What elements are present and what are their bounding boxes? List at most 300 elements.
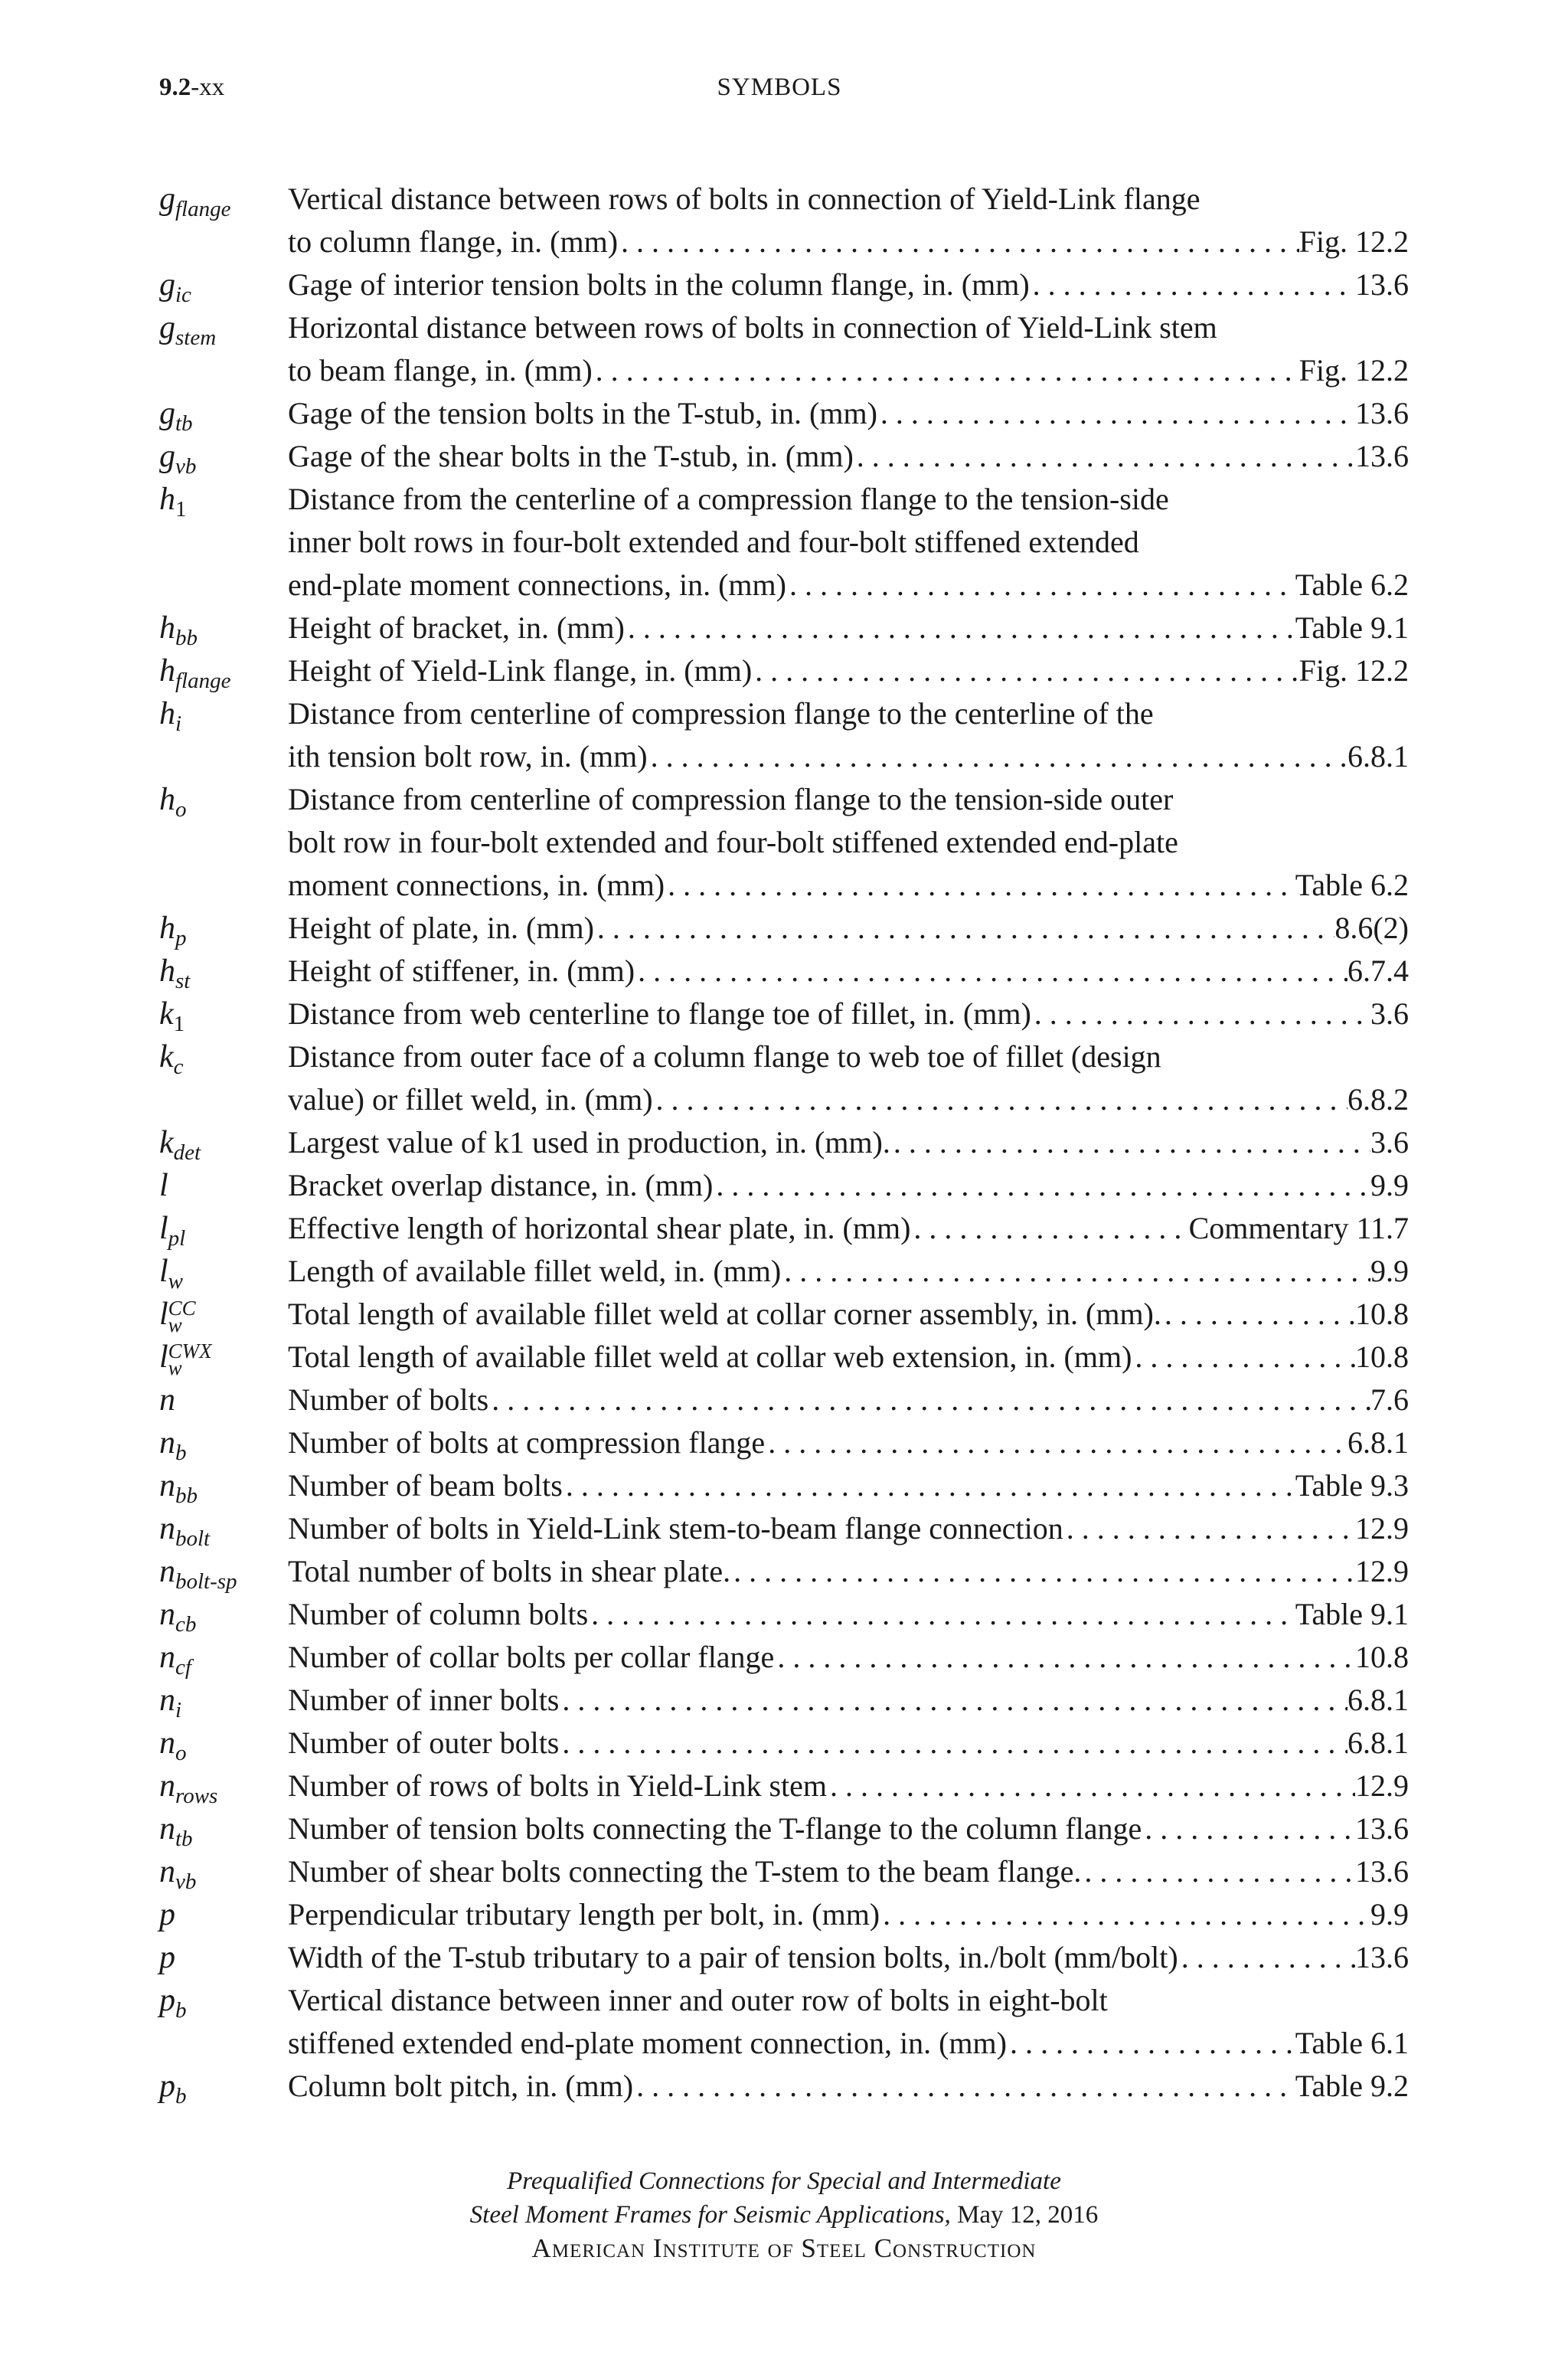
- symbol-description: [288, 907, 1409, 950]
- symbol-entry: [159, 1593, 1409, 1636]
- description-line: bolt row in four-bolt extended and four-bolt stiffened extended end-plate: [288, 825, 1178, 859]
- symbol-entry: [159, 1164, 1409, 1207]
- section-reference: 10.8: [1355, 1640, 1409, 1674]
- symbol-list: [159, 178, 1409, 2108]
- symbol: [159, 1379, 288, 1421]
- description-text: Width of the T-stub tributary to a pair of tension bolts, in./bolt (mm/bolt): [288, 1940, 1178, 1974]
- dot-leader: [827, 1765, 1355, 1807]
- section-reference: 6.8.2: [1348, 1082, 1409, 1117]
- symbol-entry: [159, 178, 1409, 263]
- symbol-subscript: b: [175, 1998, 187, 2023]
- description-last-line: [288, 1636, 1409, 1679]
- description-last-line: [288, 649, 1409, 692]
- section-reference: Commentary 11.7: [1188, 1211, 1409, 1245]
- description-last-line: [288, 993, 1409, 1035]
- section-reference: Fig. 12.2: [1298, 653, 1409, 688]
- description-last-line: [288, 1250, 1409, 1293]
- description-last-line: [288, 607, 1409, 649]
- symbol-subscript: bolt-sp: [175, 1569, 237, 1594]
- symbol-base: h: [159, 482, 175, 517]
- dot-leader: [910, 1207, 1188, 1250]
- description-text: Number of outer bolts: [288, 1726, 560, 1760]
- description-line: Distance from outer face of a column flange to web toe of fillet (design: [288, 1039, 1161, 1074]
- symbol: [159, 907, 288, 950]
- dot-leader: [559, 1722, 1348, 1765]
- symbol-subscript: cf: [175, 1655, 191, 1680]
- symbol: [159, 1336, 288, 1379]
- description-text: Height of plate, in. (mm): [288, 911, 594, 945]
- symbol-subscript: c: [173, 1055, 184, 1079]
- symbol: [159, 1207, 288, 1250]
- description-last-line: [288, 1464, 1409, 1507]
- symbol-entry: [159, 263, 1409, 306]
- dot-leader: [1161, 1293, 1355, 1336]
- symbol-superscript: CC: [168, 1297, 196, 1320]
- section-reference: 13.6: [1355, 1811, 1409, 1846]
- symbol-subscript: tb: [175, 1827, 193, 1851]
- symbol-entry: [159, 1807, 1409, 1850]
- description-text: Largest value of k1 used in production, in. (mm).: [288, 1125, 890, 1160]
- description-text: Total number of bolts in shear plate.: [288, 1554, 731, 1588]
- symbol: [159, 1464, 288, 1507]
- symbol-description: [288, 1850, 1409, 1893]
- symbol-base: g: [159, 310, 175, 345]
- dot-leader: [880, 1893, 1370, 1936]
- description-last-line: [288, 1850, 1409, 1893]
- section-reference: 13.6: [1355, 267, 1409, 302]
- symbol-superscript: CWX: [168, 1340, 212, 1362]
- symbol: [159, 1850, 288, 1893]
- description-text: Number of beam bolts: [288, 1468, 563, 1503]
- symbol-subscript: ic: [175, 283, 191, 307]
- symbol: [159, 950, 288, 993]
- symbol-entry: [159, 435, 1409, 478]
- section-reference: 9.9: [1370, 1168, 1409, 1202]
- symbol: [159, 263, 288, 306]
- symbol-description: [288, 263, 1409, 306]
- symbol: [159, 1893, 288, 1936]
- dot-leader: [618, 221, 1299, 263]
- dot-leader: [635, 950, 1348, 993]
- symbol-entry: [159, 993, 1409, 1035]
- symbol-base: k: [159, 996, 174, 1032]
- description-text: to column flange, in. (mm): [288, 224, 619, 259]
- description-text: Height of stiffener, in. (mm): [288, 954, 635, 988]
- symbol-base: n: [159, 1382, 175, 1418]
- symbol: [159, 1722, 288, 1765]
- description-last-line: [288, 1807, 1409, 1850]
- symbol: [159, 1164, 288, 1207]
- symbol-subscript: p: [175, 926, 187, 950]
- symbol: [159, 1593, 288, 1636]
- symbol-description: [288, 1936, 1409, 1979]
- footer-date: May 12, 2016: [950, 2201, 1099, 2229]
- symbol-description: [288, 1421, 1409, 1464]
- symbol-base: l: [159, 1211, 168, 1246]
- description-text: Perpendicular tributary length per bolt, in. (mm): [288, 1897, 880, 1932]
- dot-leader: [1142, 1807, 1355, 1850]
- description-text: Number of collar bolts per collar flange: [288, 1640, 775, 1674]
- page-number-suffix: -xx: [191, 74, 225, 101]
- dot-leader: [890, 1121, 1370, 1164]
- dot-leader: [1031, 993, 1370, 1035]
- symbol: [159, 692, 288, 778]
- symbol-subscript: cb: [175, 1612, 197, 1637]
- symbol: [159, 778, 288, 907]
- description-text: Number of tension bolts connecting the T-flange to the column flange: [288, 1811, 1142, 1846]
- dot-leader: [765, 1421, 1348, 1464]
- symbol-description: [288, 1722, 1409, 1765]
- description-text: value) or fillet weld, in. (mm): [288, 1082, 653, 1117]
- symbol: [159, 649, 288, 692]
- description-text: Total length of available fillet weld at collar web extension, in. (mm): [288, 1340, 1132, 1374]
- description-last-line: [288, 564, 1409, 607]
- symbol-subscript: w: [168, 1269, 184, 1294]
- description-last-line: [288, 907, 1409, 950]
- description-text: moment connections, in. (mm): [288, 868, 665, 902]
- dot-leader: [588, 1593, 1295, 1636]
- description-text: Height of Yield-Link flange, in. (mm): [288, 653, 753, 688]
- description-line: Distance from centerline of compression flange to the centerline of the: [288, 696, 1154, 731]
- section-reference: Table 9.2: [1295, 2069, 1409, 2103]
- section-reference: 6.8.1: [1348, 739, 1409, 774]
- symbol-base: n: [159, 1511, 175, 1546]
- description-last-line: [288, 435, 1409, 478]
- symbol-subscript: vb: [175, 1869, 197, 1894]
- symbol-base: h: [159, 782, 175, 817]
- description-text: to beam flange, in. (mm): [288, 353, 593, 388]
- symbol: [159, 1250, 288, 1293]
- symbol-entry: [159, 778, 1409, 907]
- symbol-description: [288, 2065, 1409, 2108]
- symbol-entry: [159, 1936, 1409, 1979]
- symbol-subscript: tb: [175, 411, 193, 436]
- symbol-description: [288, 1550, 1409, 1593]
- description-last-line: [288, 1336, 1409, 1379]
- symbol-base: g: [159, 396, 175, 431]
- section-reference: 9.9: [1370, 1254, 1409, 1288]
- symbol: [159, 1293, 288, 1336]
- symbol-base: l: [159, 1254, 168, 1289]
- section-reference: Table 6.1: [1295, 2026, 1409, 2060]
- symbol-entry: [159, 950, 1409, 993]
- symbol-base: l: [159, 1168, 168, 1203]
- description-last-line: [288, 1893, 1409, 1936]
- description-last-line: [288, 1722, 1409, 1765]
- symbol-entry: [159, 1464, 1409, 1507]
- description-line: Horizontal distance between rows of bolts in connection of Yield-Link stem: [288, 310, 1217, 345]
- description-last-line: [288, 1379, 1409, 1421]
- symbol-subscript: o: [175, 1741, 187, 1765]
- footer-title-line1: Prequalified Connections for Special and Intermediate: [507, 2167, 1061, 2195]
- symbol-entry: [159, 1679, 1409, 1722]
- description-text: Effective length of horizontal shear plate, in. (mm): [288, 1211, 911, 1245]
- description-last-line: [288, 1593, 1409, 1636]
- symbol-subscript: o: [175, 797, 187, 822]
- section-reference: 3.6: [1370, 1125, 1409, 1160]
- section-reference: 12.9: [1355, 1511, 1409, 1546]
- symbol-description: [288, 1121, 1409, 1164]
- symbol: [159, 478, 288, 607]
- description-last-line: [288, 864, 1409, 907]
- dot-leader: [665, 864, 1295, 907]
- symbol-subscript: w: [168, 1313, 182, 1336]
- symbol-entry: [159, 2065, 1409, 2108]
- description-text: Number of bolts at compression flange: [288, 1425, 766, 1460]
- section-reference: 6.8.1: [1348, 1726, 1409, 1760]
- section-reference: 12.9: [1355, 1768, 1409, 1803]
- symbol-entry: [159, 1336, 1409, 1379]
- section-reference: 3.6: [1370, 996, 1409, 1031]
- symbol-base: h: [159, 696, 175, 731]
- symbol-subscript: w: [168, 1356, 182, 1379]
- symbol-description: [288, 1765, 1409, 1807]
- section-reference: 13.6: [1355, 439, 1409, 473]
- symbol: [159, 1636, 288, 1679]
- description-text: Gage of the shear bolts in the T-stub, in. (mm): [288, 439, 854, 473]
- symbol-base: l: [159, 1340, 168, 1375]
- symbol-entry: [159, 1893, 1409, 1936]
- dot-leader: [648, 735, 1348, 778]
- dot-leader: [1081, 1850, 1355, 1893]
- symbol-description: [288, 649, 1409, 692]
- symbol-description: [288, 950, 1409, 993]
- description-last-line: [288, 1293, 1409, 1336]
- symbol-entry: [159, 1765, 1409, 1807]
- section-reference: Table 9.3: [1295, 1468, 1409, 1503]
- symbol: [159, 1507, 288, 1550]
- symbol-description: [288, 1679, 1409, 1722]
- symbol-description: [288, 1293, 1409, 1336]
- description-last-line: [288, 263, 1409, 306]
- symbol-description: [288, 178, 1409, 263]
- symbol-base: n: [159, 1683, 175, 1718]
- dot-leader: [730, 1550, 1355, 1593]
- symbol-subscript: vb: [175, 454, 197, 479]
- description-text: Number of shear bolts connecting the T-stem to the beam flange.: [288, 1854, 1082, 1889]
- symbol: [159, 607, 288, 649]
- description-last-line: [288, 1121, 1409, 1164]
- dot-leader: [713, 1164, 1370, 1207]
- footer-title-line2: [159, 2198, 1409, 2232]
- symbol-subscript: flange: [175, 197, 231, 221]
- symbol-subscript: flange: [175, 669, 231, 693]
- symbol: [159, 392, 288, 435]
- symbol-description: [288, 306, 1409, 392]
- symbol-description: [288, 692, 1409, 778]
- description-text: Column bolt pitch, in. (mm): [288, 2069, 634, 2103]
- symbol-description: [288, 778, 1409, 907]
- dot-leader: [1132, 1336, 1355, 1379]
- symbol-description: [288, 1807, 1409, 1850]
- symbol-subscript: 1: [173, 1012, 185, 1036]
- description-last-line: [288, 1507, 1409, 1550]
- symbol-subscript: bb: [175, 1483, 198, 1508]
- section-reference: 6.7.4: [1348, 954, 1409, 988]
- symbol: [159, 1936, 288, 1979]
- symbol-base: h: [159, 954, 175, 989]
- symbol-entry: [159, 1636, 1409, 1679]
- dot-leader: [593, 349, 1299, 392]
- symbol-subscript: b: [175, 1441, 187, 1465]
- symbol-description: [288, 607, 1409, 649]
- section-reference: Table 6.2: [1295, 868, 1409, 902]
- symbol-base: n: [159, 1425, 175, 1461]
- symbol-description: [288, 1507, 1409, 1550]
- symbol-description: [288, 1636, 1409, 1679]
- description-last-line: [288, 392, 1409, 435]
- dot-leader: [594, 907, 1334, 950]
- symbol-entry: [159, 1550, 1409, 1593]
- symbol-base: n: [159, 1811, 175, 1847]
- description-last-line: [288, 221, 1409, 263]
- description-last-line: [288, 1421, 1409, 1464]
- dot-leader: [774, 1636, 1355, 1679]
- symbol-entry: [159, 1421, 1409, 1464]
- symbol-subscript: 1: [175, 497, 187, 522]
- section-reference: 12.9: [1355, 1554, 1409, 1588]
- dot-leader: [1030, 263, 1355, 306]
- symbol-sup-sub: [168, 1340, 212, 1379]
- symbol-base: p: [159, 1940, 175, 1975]
- description-text: end-plate moment connections, in. (mm): [288, 568, 786, 602]
- symbol-subscript: stem: [175, 325, 217, 350]
- symbol-base: n: [159, 1854, 175, 1889]
- dot-leader: [877, 392, 1355, 435]
- description-last-line: [288, 1078, 1409, 1121]
- symbol-entry: [159, 607, 1409, 649]
- section-reference: 6.8.1: [1348, 1683, 1409, 1717]
- section-reference: 13.6: [1355, 396, 1409, 430]
- description-text: ith tension bolt row, in. (mm): [288, 739, 648, 774]
- symbol-entry: [159, 1979, 1409, 2065]
- symbol-base: g: [159, 182, 175, 217]
- description-last-line: [288, 2022, 1409, 2065]
- description-text: Total length of available fillet weld at collar corner assembly, in. (mm).: [288, 1297, 1161, 1331]
- symbol: [159, 1679, 288, 1722]
- symbol-base: h: [159, 653, 175, 689]
- dot-leader: [1178, 1936, 1355, 1979]
- dot-leader: [653, 1078, 1348, 1121]
- symbol-description: [288, 1250, 1409, 1293]
- symbol-entry: [159, 1121, 1409, 1164]
- dot-leader: [625, 607, 1295, 649]
- symbol: [159, 1765, 288, 1807]
- symbol-base: n: [159, 1554, 175, 1589]
- symbol-base: n: [159, 1597, 175, 1632]
- symbol-subscript: bolt: [175, 1526, 211, 1551]
- symbol-base: n: [159, 1640, 175, 1675]
- symbol-base: n: [159, 1726, 175, 1761]
- symbol-subscript: st: [175, 969, 191, 993]
- symbol-description: [288, 1593, 1409, 1636]
- symbol: [159, 1979, 288, 2065]
- running-head: SYMBOLS: [717, 74, 842, 101]
- dot-leader: [633, 2065, 1295, 2108]
- symbol: [159, 306, 288, 392]
- symbol-entry: [159, 649, 1409, 692]
- description-last-line: [288, 1164, 1409, 1207]
- description-text: Number of column bolts: [288, 1597, 589, 1631]
- symbol-entry: [159, 478, 1409, 607]
- symbol: [159, 2065, 288, 2108]
- symbol-subscript: bb: [175, 626, 198, 650]
- symbol: [159, 1421, 288, 1464]
- description-last-line: [288, 1207, 1409, 1250]
- dot-leader: [559, 1679, 1348, 1722]
- description-text: stiffened extended end-plate moment connection, in. (mm): [288, 2026, 1007, 2060]
- symbol-description: [288, 1464, 1409, 1507]
- symbol-subscript: pl: [168, 1226, 186, 1251]
- symbol-subscript: i: [175, 711, 182, 736]
- description-last-line: [288, 735, 1409, 778]
- symbol-base: p: [159, 1983, 175, 2018]
- symbol-base: p: [159, 1897, 175, 1932]
- description-last-line: [288, 1550, 1409, 1593]
- footer-title-line2-italic: Steel Moment Frames for Seismic Applications,: [469, 2201, 951, 2229]
- symbol-base: h: [159, 911, 175, 946]
- symbol-description: [288, 478, 1409, 607]
- symbol-base: h: [159, 610, 175, 646]
- dot-leader: [1063, 1507, 1355, 1550]
- description-line: inner bolt rows in four-bolt extended and four-bolt stiffened extended: [288, 525, 1139, 559]
- description-text: Bracket overlap distance, in. (mm): [288, 1168, 714, 1202]
- symbol-entry: [159, 1379, 1409, 1421]
- symbol-base: p: [159, 2069, 175, 2104]
- symbol-base: k: [159, 1125, 174, 1160]
- dot-leader: [752, 649, 1298, 692]
- symbol-sup-sub: [168, 1297, 196, 1336]
- symbol: [159, 1807, 288, 1850]
- symbol-subscript: det: [173, 1140, 201, 1165]
- symbol-subscript: i: [175, 1698, 182, 1722]
- section-reference: 6.8.1: [1348, 1425, 1409, 1460]
- symbol-entry: [159, 306, 1409, 392]
- page-number-bold: 9.2: [159, 74, 191, 101]
- symbol-base: g: [159, 267, 175, 303]
- description-text: Gage of interior tension bolts in the column flange, in. (mm): [288, 267, 1030, 302]
- description-text: Distance from web centerline to flange toe of fillet, in. (mm): [288, 996, 1031, 1031]
- description-text: Number of bolts: [288, 1382, 489, 1417]
- description-text: Length of available fillet weld, in. (mm): [288, 1254, 782, 1288]
- section-reference: 10.8: [1355, 1340, 1409, 1374]
- symbol-description: [288, 1035, 1409, 1121]
- symbol-base: n: [159, 1468, 175, 1503]
- symbol-description: [288, 392, 1409, 435]
- symbol-description: [288, 993, 1409, 1035]
- section-reference: 13.6: [1355, 1854, 1409, 1889]
- description-last-line: [288, 1765, 1409, 1807]
- dot-leader: [1007, 2022, 1295, 2065]
- page-header: [159, 74, 1400, 112]
- symbol-entry: [159, 907, 1409, 950]
- section-reference: 9.9: [1370, 1897, 1409, 1932]
- symbol-entry: [159, 1250, 1409, 1293]
- symbol-description: [288, 1893, 1409, 1936]
- section-reference: Fig. 12.2: [1298, 353, 1409, 388]
- section-reference: Fig. 12.2: [1298, 224, 1409, 259]
- dot-leader: [786, 564, 1295, 607]
- dot-leader: [488, 1379, 1370, 1421]
- section-reference: Table 9.1: [1295, 1597, 1409, 1631]
- description-last-line: [288, 1936, 1409, 1979]
- description-text: Number of inner bolts: [288, 1683, 560, 1717]
- symbol-subscript: rows: [175, 1784, 218, 1808]
- symbol-description: [288, 1336, 1409, 1379]
- description-text: Number of bolts in Yield-Link stem-to-beam flange connection: [288, 1511, 1063, 1546]
- symbol-description: [288, 1979, 1409, 2065]
- dot-leader: [781, 1250, 1370, 1293]
